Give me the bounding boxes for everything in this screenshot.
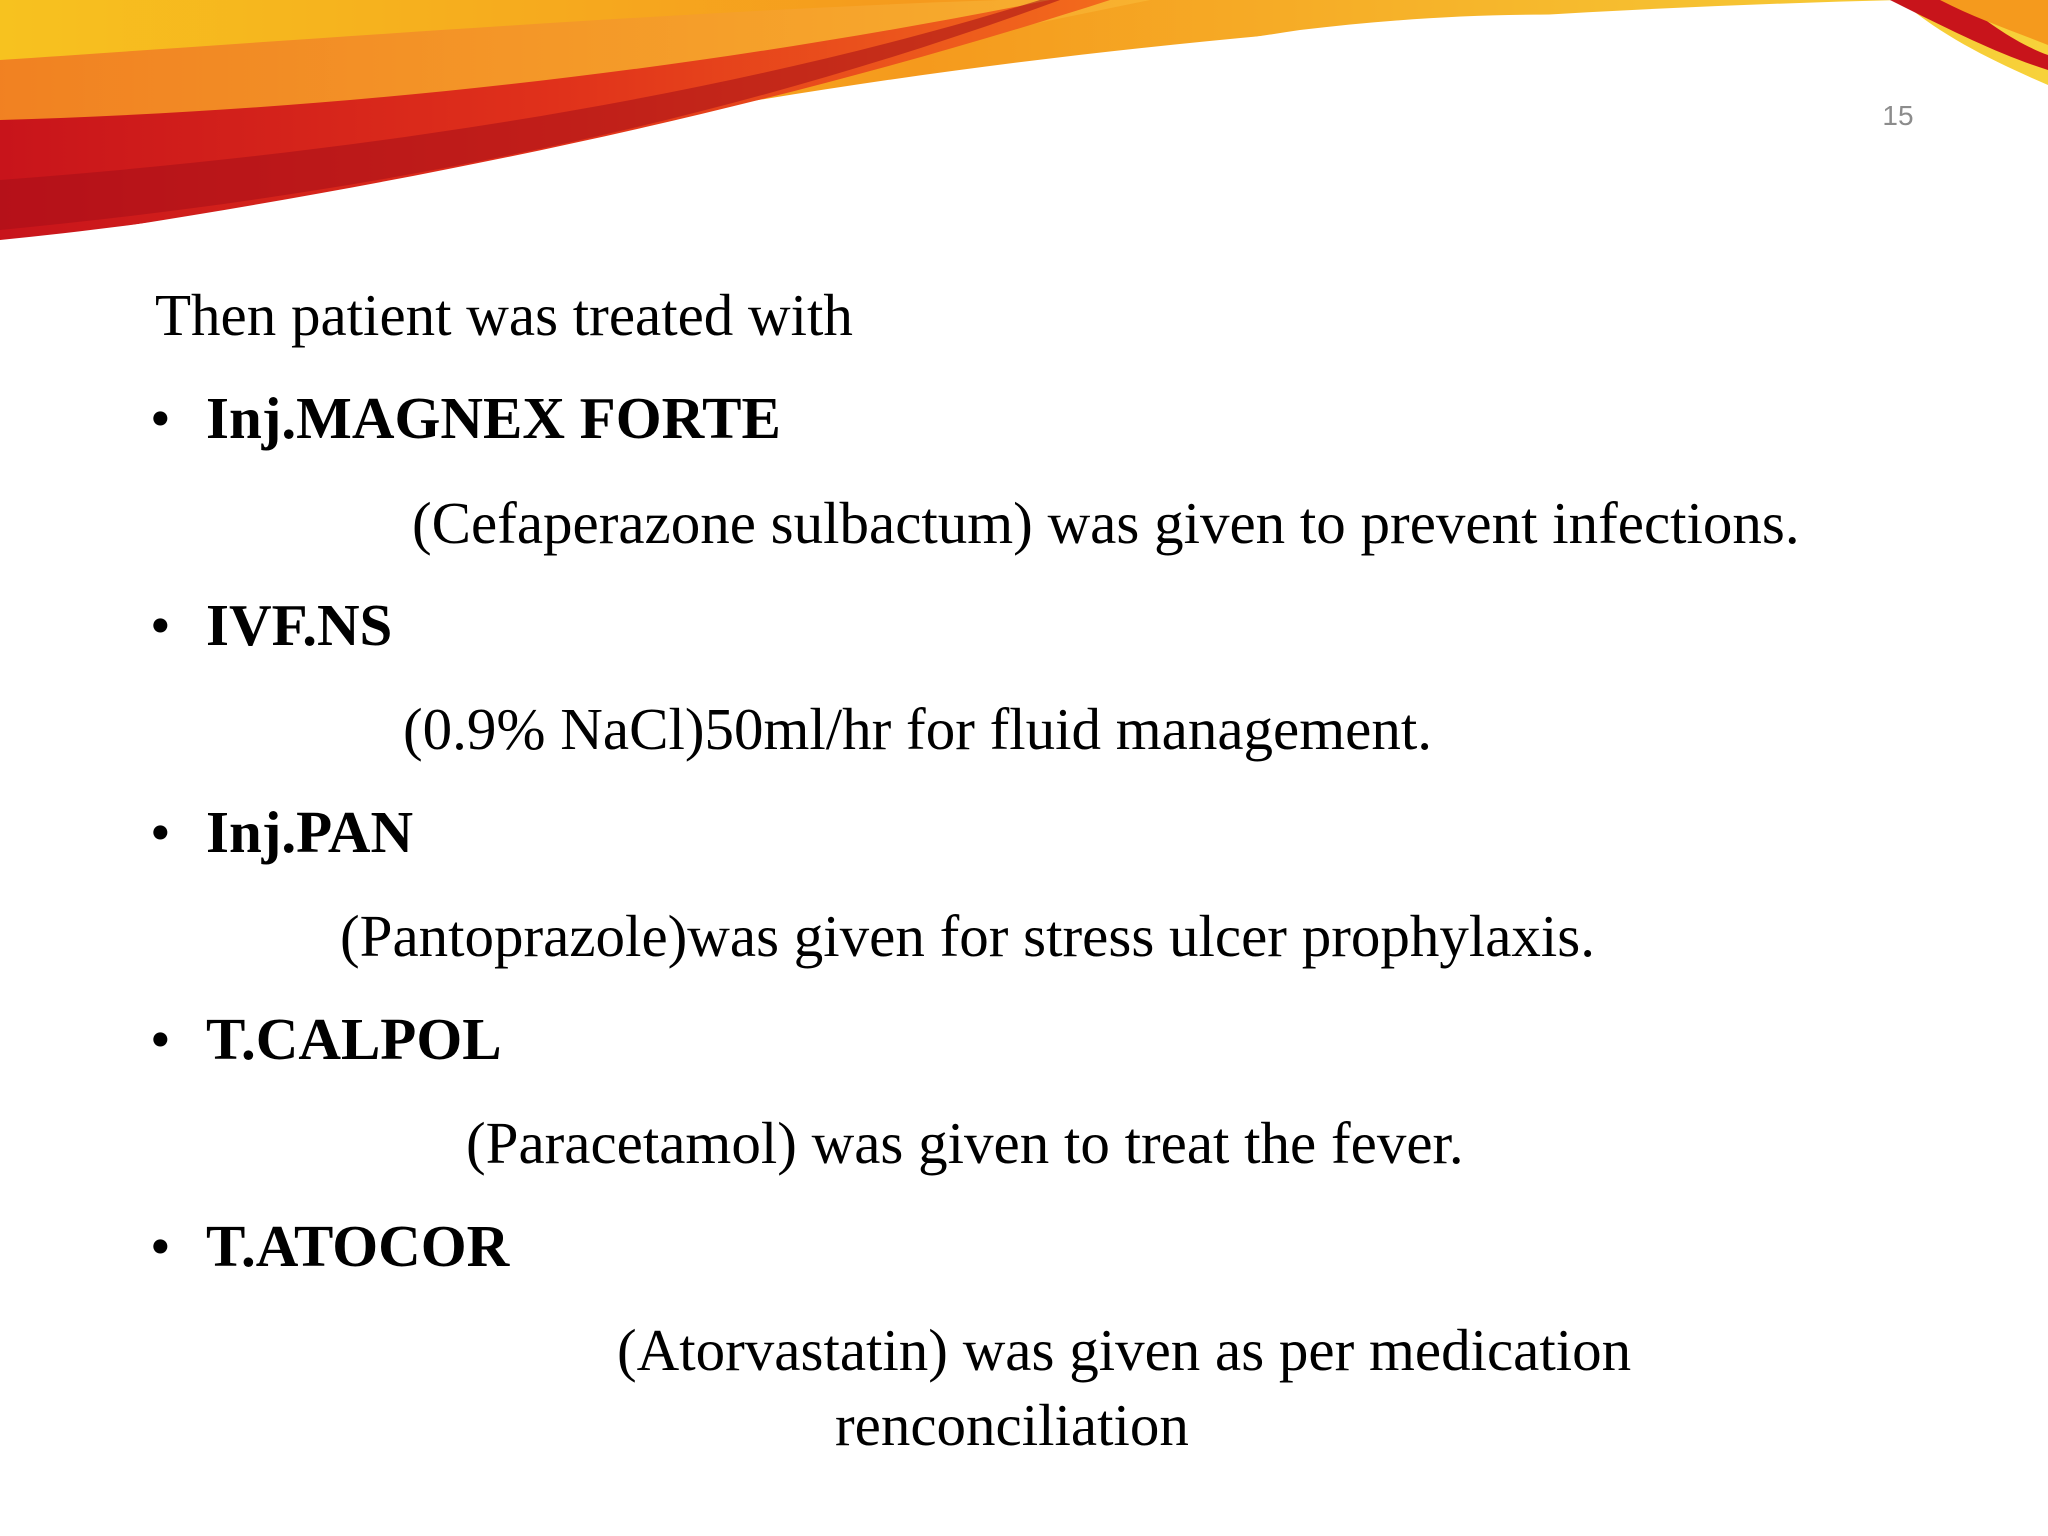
treatment-item-atocor xyxy=(150,1211,509,1281)
treatment-description-atocor: (Atorvastatin) was given as per medication xyxy=(617,1317,1632,1383)
treatment-description-pan: (Pantoprazole)was given for stress ulcer prophylaxis. xyxy=(340,903,1596,969)
treatment-description-ivf-ns: (0.9% NaCl)50ml/hr for fluid management. xyxy=(403,696,1432,762)
intro-text: Then patient was treated with xyxy=(155,282,853,348)
slide-number: 15 xyxy=(1882,100,1914,131)
drug-name: T.CALPOL xyxy=(206,1006,502,1072)
drug-name: IVF.NS xyxy=(206,592,393,658)
drug-name: Inj.MAGNEX FORTE xyxy=(206,385,781,451)
bullet: • xyxy=(150,1213,171,1279)
bullet: • xyxy=(150,592,171,658)
treatment-item-magnex xyxy=(150,383,781,453)
treatment-item-ivf-ns xyxy=(150,590,392,660)
bullet: • xyxy=(150,799,171,865)
treatment-description-calpol: (Paracetamol) was given to treat the fever. xyxy=(466,1110,1464,1176)
treatment-description-magnex: (Cefaperazone sulbactum) was given to prevent infections. xyxy=(412,490,1800,556)
treatment-description-atocor-cont: renconciliation xyxy=(835,1392,1189,1458)
bullet: • xyxy=(150,385,171,451)
decorative-swoosh-banner xyxy=(0,0,2048,260)
bullet: • xyxy=(150,1006,171,1072)
treatment-item-pan xyxy=(150,797,413,867)
treatment-item-calpol xyxy=(150,1004,502,1074)
drug-name: Inj.PAN xyxy=(206,799,414,865)
drug-name: T.ATOCOR xyxy=(206,1213,510,1279)
